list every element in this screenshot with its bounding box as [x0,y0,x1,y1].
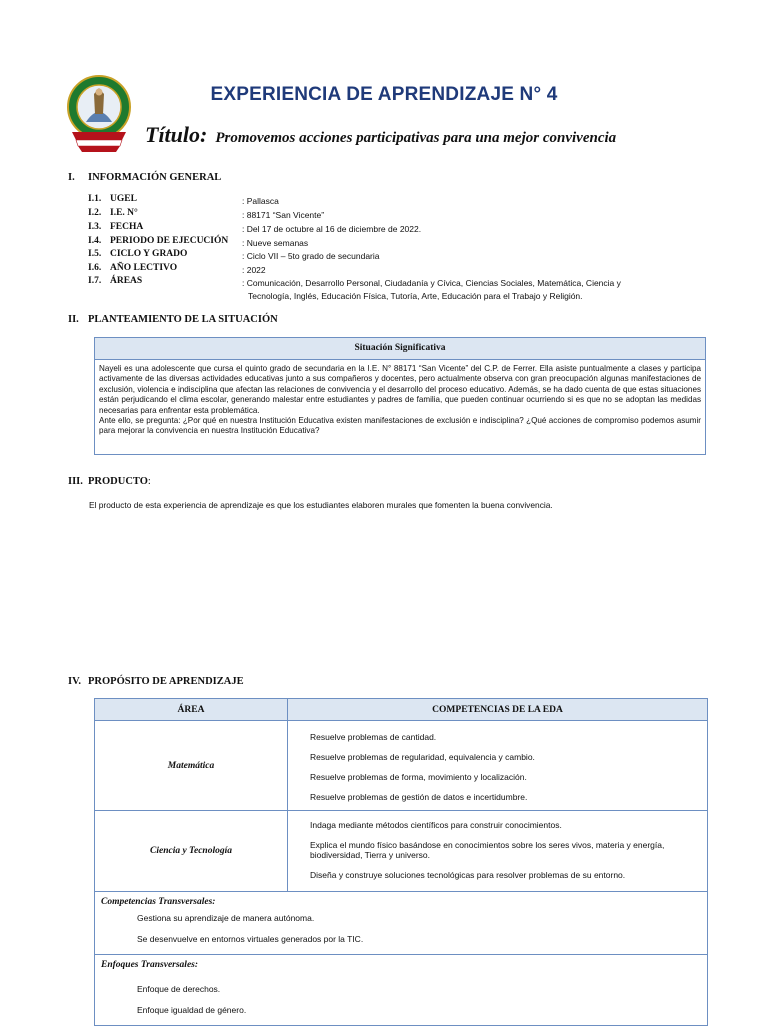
list-item: Enfoque de derechos. [137,984,221,994]
table-row [95,811,708,892]
info-row-ugel: I.1. UGEL [88,194,137,204]
transversal-title: Competencias Transversales: [101,897,216,907]
list-item: Diseña y construye soluciones tecnológicas para resolver problemas de su entorno. [310,870,626,880]
section-heading-purpose: IV. PROPÓSITO DE APRENDIZAJE [68,676,244,687]
section-heading-general-info: I. INFORMACIÓN GENERAL [68,172,222,183]
situation-paragraph-1: Nayeli es una adolescente que cursa el quinto grado de secundaria en la I.E. N° 88171 “San Vicente” del C.P. de Ferrer. Ella asiste puntualmente a clases y participa activamente de las diversas actividades educativas junto a sus compañeros y docentes, pero actualmente observa con gran preocupación algunas manifestaciones de exclusión, violencia e indisciplina que afectan las relaciones de convivencia y el desarrollo del proceso educativo. Además, se ha dado cuenta de que estas situaciones están perjudicando el clima escolar, generando malestar entre estudiantes y padres de familia, que pueden continuar ocurriendo si es que no se adoptan las medidas necesarias para enfrentar esta problemática. [99,364,701,415]
situation-box [94,337,706,455]
list-item: Resuelve problemas de gestión de datos e incertidumbre. [310,791,528,802]
subtitle-label: Título: [145,122,208,147]
transversal-cell [95,892,708,955]
info-row-fecha: I.3. FECHA [88,222,144,232]
column-header-area: ÁREA [95,699,288,721]
situation-text [95,360,705,437]
table-row-transversal [95,892,708,955]
info-value-areas-cont: Tecnología, Inglés, Educación Física, Tutoría, Arte, Educación para el Trabajo y Religión. [248,291,583,301]
list-item: Indaga mediante métodos científicos para construir conocimientos. [310,819,562,830]
table-header-row [95,699,708,721]
list-item: Enfoque igualdad de género. [137,1004,247,1015]
enfoques-cell [95,955,708,1026]
info-row-areas: I.7. ÁREAS [88,276,143,286]
list-item: Resuelve problemas de cantidad. [310,731,437,742]
info-value-ugel: : Pallasca [242,196,279,206]
info-row-ciclo: I.5. CICLO Y GRADO [88,249,188,259]
competencies-cell-ciencia [288,811,708,892]
info-value-ciclo: : Ciclo VII – 5to grado de secundaria [242,251,380,261]
table-row [95,721,708,811]
info-value-ie: : 88171 “San Vicente” [242,210,325,220]
column-header-competencies: COMPETENCIAS DE LA EDA [288,699,708,721]
info-value-areas: : Comunicación, Desarrollo Personal, Ciudadanía y Cívica, Ciencias Sociales, Matemática, Ciencia y [242,278,621,288]
list-item: Resuelve problemas de forma, movimiento y localización. [310,771,527,782]
product-text: El producto de esta experiencia de aprendizaje es que los estudiantes elaboren murales que fomenten la buena convivencia. [89,500,553,510]
competencies-cell-matematica [288,721,708,811]
info-row-ie: I.2. I.E. N° [88,208,138,218]
document-subtitle [145,122,616,148]
info-row-periodo: I.4. PERIODO DE EJECUCIÓN [88,236,229,246]
info-value-fecha: : Del 17 de octubre al 16 de diciembre de 2022. [242,224,422,234]
table-row-enfoques [95,955,708,1026]
info-value-anio: : 2022 [242,265,266,275]
subtitle-text: Promovemos acciones participativas para una mejor convivencia [215,130,617,146]
list-item: Se desenvuelve en entornos virtuales generados por la TIC. [137,933,364,944]
document-title: EXPERIENCIA DE APRENDIZAJE N° 4 [210,84,558,105]
list-item: Explica el mundo físico basándose en conocimientos sobre los seres vivos, materia y energía, biodiversidad, Tierra y universo. [310,839,665,860]
list-item: Resuelve problemas de regularidad, equivalencia y cambio. [310,751,535,762]
section-heading-product: III. PRODUCTO: [68,476,151,487]
enfoques-title: Enfoques Transversales: [101,960,199,970]
list-item: Gestiona su aprendizaje de manera autónoma. [137,913,315,923]
section-heading-situation: II. PLANTEAMIENTO DE LA SITUACIÓN [68,314,278,325]
info-row-anio: I.6. AÑO LECTIVO [88,263,178,273]
competencies-table [94,698,708,1026]
area-cell-matematica: Matemática [95,721,288,811]
situation-paragraph-2: Ante ello, se pregunta: ¿Por qué en nuestra Institución Educativa existen manifestaciones de exclusión e indisciplina? ¿Qué acciones de compromiso podemos asumir para mejorar la convivencia en nuestra Institución Educativa? [99,416,701,436]
situation-box-title: Situación Significativa [95,338,705,360]
area-cell-ciencia: Ciencia y Tecnología [95,811,288,892]
info-value-periodo: : Nueve semanas [242,238,309,248]
